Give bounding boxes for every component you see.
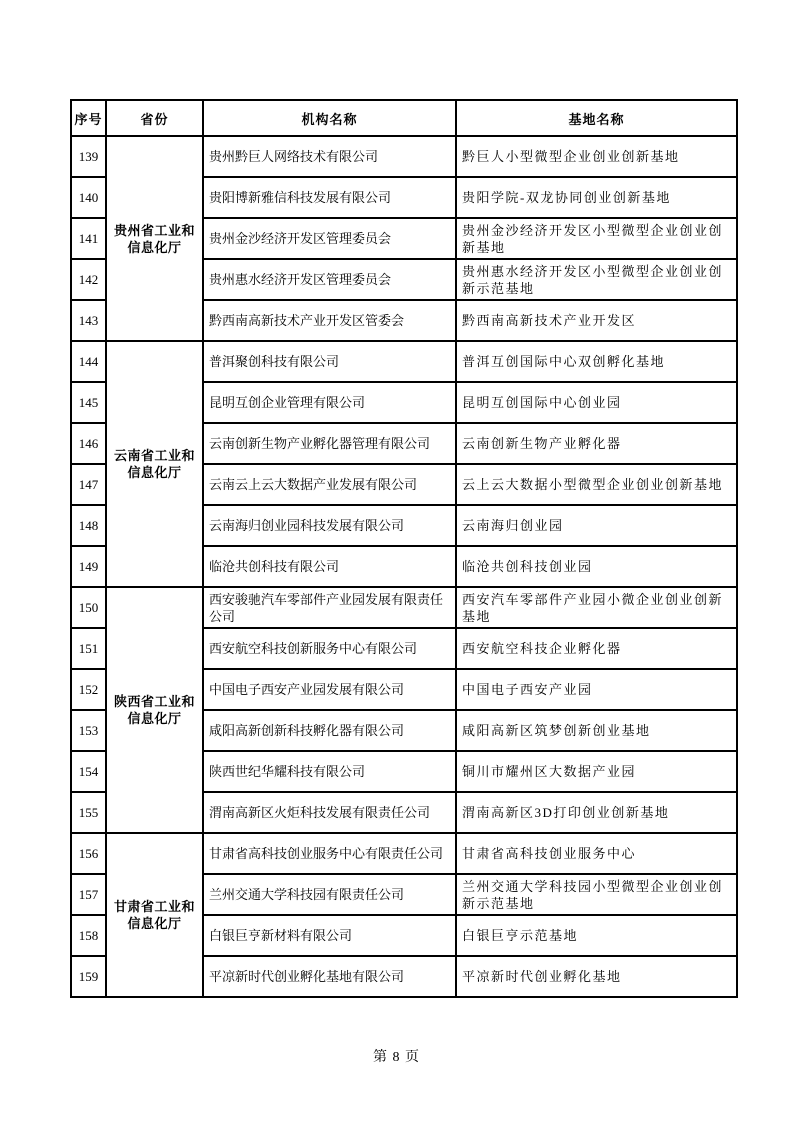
table-row — [71, 136, 737, 177]
serial-cell: 145 — [71, 382, 106, 423]
org-name-cell: 陕西世纪华耀科技有限公司 — [203, 751, 456, 792]
base-name-cell: 贵州惠水经济开发区小型微型企业创业创新示范基地 — [456, 259, 737, 300]
serial-cell: 158 — [71, 915, 106, 956]
base-name-cell: 中国电子西安产业园 — [456, 669, 737, 710]
serial-cell: 146 — [71, 423, 106, 464]
org-name-cell: 西安骏驰汽车零部件产业园发展有限责任公司 — [203, 587, 456, 628]
serial-cell: 154 — [71, 751, 106, 792]
table-row — [71, 341, 737, 382]
base-name-cell: 临沧共创科技创业园 — [456, 546, 737, 587]
base-name-cell: 渭南高新区3D打印创业创新基地 — [456, 792, 737, 833]
org-name-cell: 云南创新生物产业孵化器管理有限公司 — [203, 423, 456, 464]
base-name-cell: 咸阳高新区筑梦创新创业基地 — [456, 710, 737, 751]
serial-cell: 153 — [71, 710, 106, 751]
org-name-cell: 白银巨亨新材料有限公司 — [203, 915, 456, 956]
org-name-cell: 贵州金沙经济开发区管理委员会 — [203, 218, 456, 259]
base-name-cell: 西安汽车零部件产业园小微企业创业创新基地 — [456, 587, 737, 628]
org-name-cell: 贵州惠水经济开发区管理委员会 — [203, 259, 456, 300]
org-name-cell: 西安航空科技创新服务中心有限公司 — [203, 628, 456, 669]
table-row — [71, 833, 737, 874]
org-name-cell: 渭南高新区火炬科技发展有限责任公司 — [203, 792, 456, 833]
header-base-name: 基地名称 — [456, 100, 737, 136]
base-name-cell: 普洱互创国际中心双创孵化基地 — [456, 341, 737, 382]
base-name-cell: 昆明互创国际中心创业园 — [456, 382, 737, 423]
base-name-cell: 贵州金沙经济开发区小型微型企业创业创新基地 — [456, 218, 737, 259]
base-name-cell: 贵阳学院-双龙协同创业创新基地 — [456, 177, 737, 218]
org-name-cell: 临沧共创科技有限公司 — [203, 546, 456, 587]
base-name-cell: 云南海归创业园 — [456, 505, 737, 546]
serial-cell: 152 — [71, 669, 106, 710]
serial-cell: 142 — [71, 259, 106, 300]
org-name-cell: 兰州交通大学科技园有限责任公司 — [203, 874, 456, 915]
serial-cell: 156 — [71, 833, 106, 874]
header-serial: 序号 — [71, 100, 106, 136]
org-name-cell: 贵阳博新雅信科技发展有限公司 — [203, 177, 456, 218]
serial-cell: 151 — [71, 628, 106, 669]
org-name-cell: 昆明互创企业管理有限公司 — [203, 382, 456, 423]
header-province: 省份 — [106, 100, 203, 136]
serial-cell: 159 — [71, 956, 106, 997]
serial-cell: 143 — [71, 300, 106, 341]
base-name-cell: 云上云大数据小型微型企业创业创新基地 — [456, 464, 737, 505]
org-name-cell: 中国电子西安产业园发展有限公司 — [203, 669, 456, 710]
org-name-cell: 甘肃省高科技创业服务中心有限责任公司 — [203, 833, 456, 874]
base-name-cell: 平凉新时代创业孵化基地 — [456, 956, 737, 997]
serial-cell: 150 — [71, 587, 106, 628]
org-name-cell: 咸阳高新创新科技孵化器有限公司 — [203, 710, 456, 751]
serial-cell: 155 — [71, 792, 106, 833]
org-name-cell: 贵州黔巨人网络技术有限公司 — [203, 136, 456, 177]
org-name-cell: 平凉新时代创业孵化基地有限公司 — [203, 956, 456, 997]
base-name-cell: 黔巨人小型微型企业创业创新基地 — [456, 136, 737, 177]
serial-cell: 140 — [71, 177, 106, 218]
base-name-cell: 甘肃省高科技创业服务中心 — [456, 833, 737, 874]
province-cell: 贵州省工业和信息化厅 — [106, 136, 203, 341]
base-name-cell: 黔西南高新技术产业开发区 — [456, 300, 737, 341]
page-number: 第 8 页 — [373, 1050, 420, 1065]
province-cell: 陕西省工业和信息化厅 — [106, 587, 203, 833]
base-name-cell: 白银巨亨示范基地 — [456, 915, 737, 956]
serial-cell: 141 — [71, 218, 106, 259]
serial-cell: 147 — [71, 464, 106, 505]
base-name-cell: 铜川市耀州区大数据产业园 — [456, 751, 737, 792]
table-row — [71, 587, 737, 628]
org-name-cell: 云南云上云大数据产业发展有限公司 — [203, 464, 456, 505]
serial-cell: 149 — [71, 546, 106, 587]
serial-cell: 157 — [71, 874, 106, 915]
org-name-cell: 云南海归创业园科技发展有限公司 — [203, 505, 456, 546]
org-name-cell: 普洱聚创科技有限公司 — [203, 341, 456, 382]
header-org-name: 机构名称 — [203, 100, 456, 136]
province-base-table — [70, 99, 738, 998]
table-header-row — [71, 100, 737, 136]
base-name-cell: 云南创新生物产业孵化器 — [456, 423, 737, 464]
province-cell: 甘肃省工业和信息化厅 — [106, 833, 203, 997]
org-name-cell: 黔西南高新技术产业开发区管委会 — [203, 300, 456, 341]
base-name-cell: 兰州交通大学科技园小型微型企业创业创新示范基地 — [456, 874, 737, 915]
serial-cell: 139 — [71, 136, 106, 177]
serial-cell: 148 — [71, 505, 106, 546]
base-name-cell: 西安航空科技企业孵化器 — [456, 628, 737, 669]
serial-cell: 144 — [71, 341, 106, 382]
province-cell: 云南省工业和信息化厅 — [106, 341, 203, 587]
